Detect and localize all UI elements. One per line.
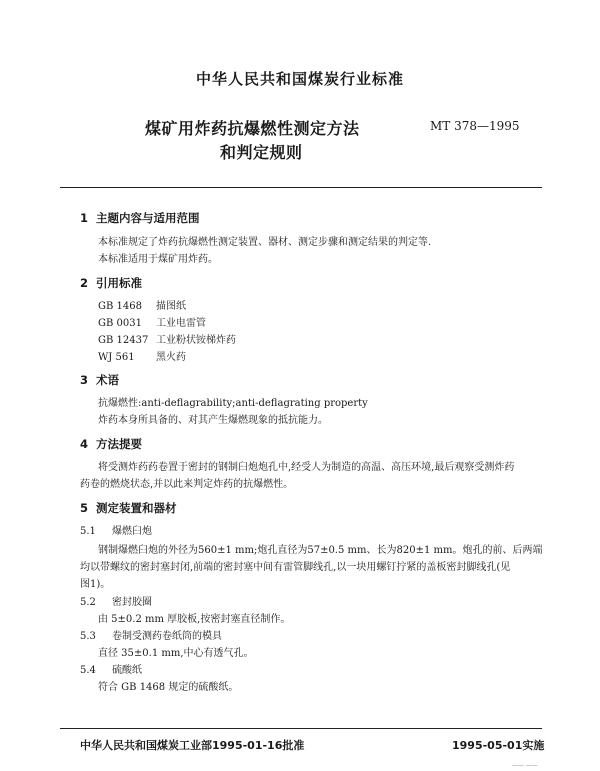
reference-code: GB 12437	[98, 335, 149, 346]
section-number: 1	[80, 211, 89, 225]
issuing-organization: 中华人民共和国煤炭行业标准	[195, 70, 404, 88]
subsection-5-1-heading	[80, 522, 152, 537]
subsection-title: 爆燃臼炮	[112, 526, 152, 537]
footer-divider	[60, 728, 542, 729]
section-number: 2	[80, 276, 89, 290]
paragraph: 将受测炸药药卷置于密封的钢制臼炮炮孔中,经受人为制造的高温、高压环境,最后观察受测炸药	[98, 462, 515, 473]
section-4-heading	[80, 436, 142, 452]
paragraph: 均以带螺纹的密封塞封闭,前端的密封塞中间有雷管脚线孔,以一块用螺钉拧紧的盖板密封脚线孔(见	[80, 562, 511, 573]
document-title-line-1: 煤矿用炸药抗爆燃性测定方法	[145, 119, 360, 138]
section-title: 引用标准	[96, 276, 142, 290]
document-title-line-2: 和判定规则	[220, 143, 303, 162]
reference-code: GB 1468	[98, 301, 142, 312]
section-title: 测定装置和器材	[96, 501, 177, 515]
paragraph: 图1)。	[80, 579, 111, 590]
subsection-5-2-heading	[80, 593, 152, 608]
subsection-number: 5.2	[80, 597, 96, 608]
reference-item	[98, 331, 236, 346]
reference-name: 描图纸	[156, 301, 186, 312]
section-3-heading	[80, 372, 119, 388]
subsection-title: 卷制受测药卷纸筒的模具	[112, 631, 222, 642]
section-number: 4	[80, 437, 89, 451]
reference-name: 黑火药	[156, 352, 186, 363]
term-definition: 炸药本身所具备的、对其产生爆燃现象的抵抗能力。	[98, 415, 328, 426]
term-entry: 抗爆燃性:anti-deflagrability;anti-deflagrating property	[98, 398, 368, 409]
header-divider	[60, 187, 542, 188]
subsection-5-4-heading	[80, 661, 142, 676]
subsection-title: 硫酸纸	[112, 665, 142, 676]
reference-item	[98, 348, 186, 363]
approval-line: 中华人民共和国煤炭工业部1995-01-16批准	[80, 739, 305, 752]
paragraph: 本标准规定了炸药抗爆燃性测定装置、器材、测定步骤和测定结果的判定等.	[98, 237, 432, 248]
subsection-number: 5.1	[80, 526, 96, 537]
page-mark: —— ——	[512, 762, 538, 769]
reference-name: 工业粉状铵梯炸药	[156, 335, 236, 346]
paragraph: 符合 GB 1468 规定的硫酸纸。	[98, 682, 239, 693]
section-5-heading	[80, 500, 177, 516]
implementation-date: 1995-05-01实施	[452, 739, 545, 752]
reference-item	[98, 297, 186, 312]
reference-code: WJ 561	[98, 352, 135, 363]
section-number: 3	[80, 373, 89, 387]
subsection-title: 密封胶圈	[112, 597, 152, 608]
paragraph: 药卷的燃烧状态,并以此来判定炸药的抗爆燃性。	[80, 479, 294, 490]
section-title: 术语	[96, 373, 119, 387]
reference-code: GB 0031	[98, 318, 142, 329]
reference-item	[98, 314, 206, 329]
subsection-5-3-heading	[80, 627, 222, 642]
paragraph: 由 5±0.2 mm 厚胶板,按密封塞直径制作。	[98, 614, 291, 625]
section-title: 方法提要	[96, 437, 142, 451]
section-2-heading	[80, 275, 142, 291]
section-title: 主题内容与适用范围	[96, 211, 200, 225]
paragraph: 钢制爆燃臼炮的外径为560±1 mm;炮孔直径为57±0.5 mm、长为820±1 mm。炮孔的前、后两端	[98, 545, 543, 556]
paragraph: 直径 35±0.1 mm,中心有透气孔。	[98, 648, 254, 659]
paragraph: 本标准适用于煤矿用炸药。	[98, 254, 218, 265]
subsection-number: 5.3	[80, 631, 96, 642]
subsection-number: 5.4	[80, 665, 96, 676]
section-1-heading	[80, 210, 200, 226]
standard-code: MT 378—1995	[430, 119, 520, 133]
reference-name: 工业电雷管	[156, 318, 206, 329]
section-number: 5	[80, 501, 89, 515]
